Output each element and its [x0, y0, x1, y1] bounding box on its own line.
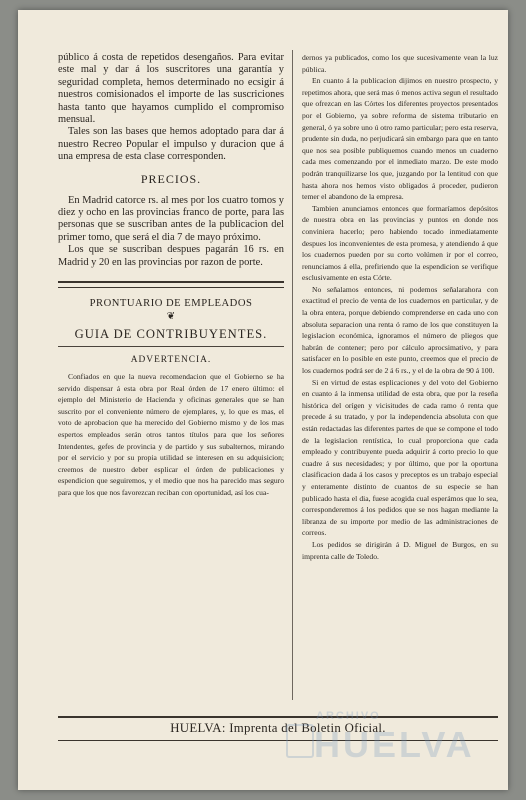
footer-rule	[58, 740, 498, 741]
watermark-title: HUELVA	[314, 724, 475, 765]
watermark-label: ARCHIVO	[316, 710, 381, 722]
paragraph: Tales son las bases que hemos adoptado para dar á nuestro Recreo Popular el impulso y duracion que á una empresa de esta clase corresponden.	[58, 126, 284, 163]
paragraph: Los pedidos se dirigirán á D. Miguel de Burgos, en su imprenta calle de Toledo.	[302, 539, 498, 561]
paragraph: En Madrid catorce rs. al mes por los cuatro tomos y diez y ocho en las provincias franco de porte, para las personas que se suscriban antes de la publicacion del primer tomo, que será el dia 7 de mayo próximo.	[58, 194, 284, 243]
footer-rule	[58, 716, 498, 718]
ornament-icon: ❦	[166, 311, 176, 323]
advertencia-heading: ADVERTENCIA.	[130, 355, 212, 366]
advertencia-paragraph: Confiados en que la nueva recomendacion que el Gobierno se ha servido dispensar á esta obra por Real órden de 17 enero último: el ejemplo del Ministerio de Hacienda y oficinas generales que se han suscrito por el conveniente número de ejemplares, y, lo que es mas, el voto de aprobacion que ha merecido del Gobierno mismo y de los mas espertos empleados serán otros tantos títulos para que los señores Intendentes, gefes de provincia y de partido y sus subalternos, mirando por el servicio y por su propia utilidad se interesen en su adquisicion; creemos de nuestro deber esplicar el órden de publicaciones y espendicion que seguiremos, y el medio que nos ha parecido mas seguro para que los que nos favorezcan reciban con oportunidad, así los cua-	[58, 372, 284, 498]
paragraph: Tambien anunciamos entonces que formaríamos depósitos de nuestra obra en las provincias y puntos en donde nos conviniera hacerlo; pero habiendo tocado inmediatamente despues los inconvenientes de esta promesa, y atendiendo á que los cuadernos pueden por su corto volúmen ir por el correo, renunciamos á ella, prefiriendo que la espendicion se verifique esclusivamente en esta Córte.	[302, 203, 498, 283]
precios-heading: PRECIOS.	[140, 171, 202, 186]
thin-rule	[58, 346, 284, 347]
column-divider	[292, 50, 293, 700]
paragraph: dernos ya publicados, como los que sucesivamente vean la luz pública.	[302, 53, 498, 74]
paragraph: No señalamos entonces, ni podemos señalarahora con exactitud el precio de venta de los cuadernos en particular, y de la obra entera, porque debiendo comprenderse en cada uno con absoluta separacion una renta ó ramo de los que constituyen la legislacion económica, ignoramos el número de pliegos que habrán de contener; pero por cálculo aprocsimativo, y para satisfacer en lo posible en este punto, creemos que el precio de los cuadernos podrá ser de 2 á 6 rs., y el de la obra de 90 á 100.	[302, 284, 498, 376]
double-rule	[58, 281, 284, 288]
section-title-guia: GUIA DE CONTRIBUYENTES.	[74, 327, 268, 342]
newspaper-page	[18, 10, 508, 790]
paragraph: público á costa de repetidos desengaños. Para evitar este mal y dar á los suscritores una garantía y seguridad completa, hemos determinado no ecsigir á nuestros comisionados el importe de las suscriciones hasta tanto que hayamos cumplido el compromiso mensual.	[58, 52, 284, 126]
left-column	[58, 52, 284, 499]
paragraph: Si en virtud de estas esplicaciones y del voto del Gobierno en cuanto á la inmensa utilidad de esta obra, que por la reseña histórica del orígen y vicisitudes de cada ramo ó renta que precede á su tratado, y por la independencia absoluta con que están redactadas las diferentes partes de que se compone el todo de la legislacion rentística, lo cual proporciona que cada empleado y contribuyente pueda adquirir á corto precio lo que cuadre á sus necesidades; y por último, que por la oportuna clasificacion dada á los casos y preceptos es un trabajo especial y enteramente distinto de cuantos de su especie se han publicado hasta el dia, fuese acogida cual esperámos que lo sea, corresponderemos á los pedidos que se nos hagan mediante la libranza de su importe por medio de las administraciones de correos.	[302, 377, 498, 538]
paragraph: Los que se suscriban despues pagarán 16 rs. en Madrid y 20 en las provincias por razon de porte.	[58, 244, 284, 268]
imprint-footer: HUELVA: Imprenta del Boletin Oficial.	[170, 721, 386, 735]
paragraph: En cuanto á la publicacion dijimos en nuestro prospecto, y repetimos ahora, que será mas ó menos activa segun el resultado que ofrezcan en las Córtes los diferentes proyectos presentados por el Gobierno, ya sobre reforma de sistema tributario en general, ó ya sobre uno ú otro ramo particular; pero esta reserva, prudente sin duda, no perjudicará sin embargo para que en tanto que nos sea posible publiquemos cuando menos un cuaderno cada mes comenzando por el inmediato marzo. De este modo podrán tranquilizarse los que, juzgando por la lentitud con que hasta ahora nos hemos visto obligados á proceder, pudieron temer el abandono de la empresa.	[302, 76, 498, 202]
right-column	[302, 52, 498, 562]
section-title-prontuario: PRONTUARIO DE EMPLEADOS	[89, 298, 253, 310]
